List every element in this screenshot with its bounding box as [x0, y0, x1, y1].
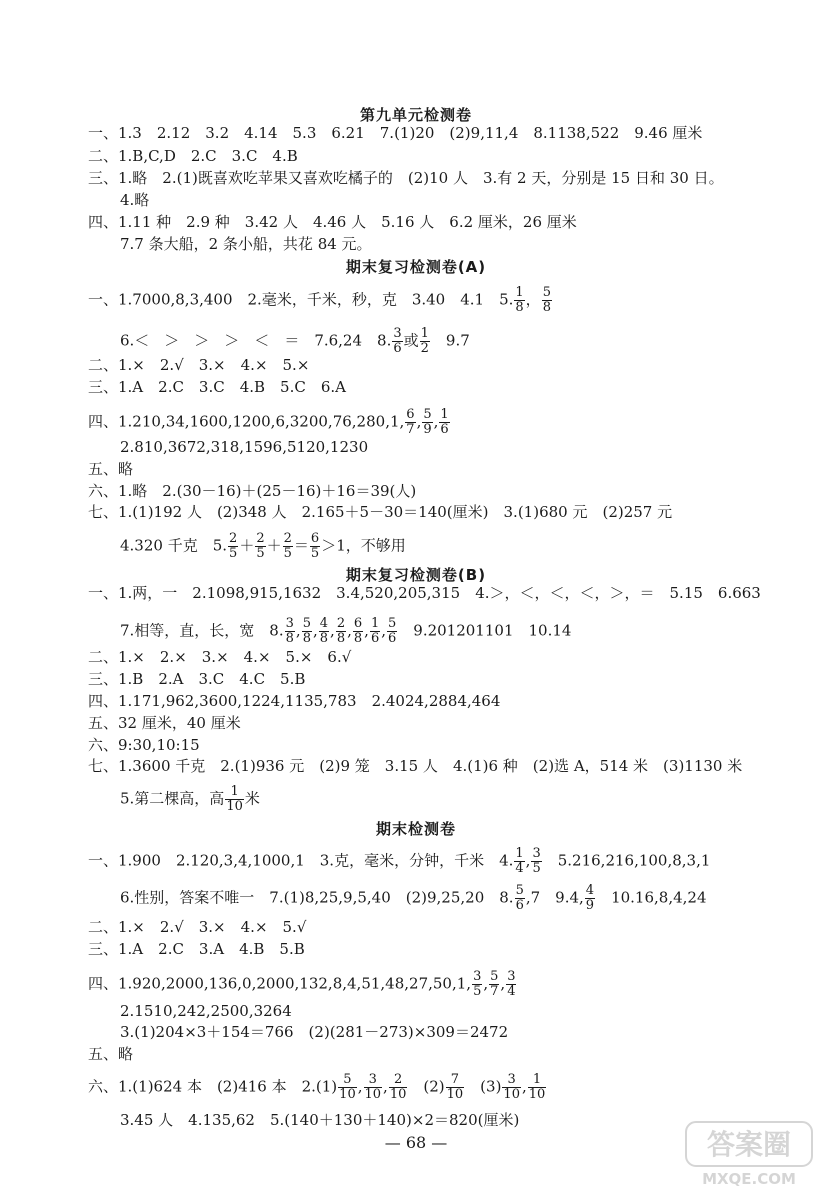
fraction: $\frac{1}{8}$: [515, 285, 524, 315]
fraction: $\frac{5}{6}$: [515, 883, 524, 913]
answer-line: 六、1.(1)624 本 (2)416 本 2.(1) $\frac{5}{10}$ , $\frac{3}{10}$ , $\frac{2}{10}$ (2) $\frac{7}{10}$ (3) $\frac{3}{10}$ , $\frac{1}{10}$: [88, 1072, 546, 1102]
answer-line: 一、1.7000,8,3,400 2.毫米，千米，秒，克 3.40 4.1 5. $\frac{1}{8}$ ， $\frac{5}{8}$: [88, 285, 551, 315]
answer-line: 2.1510,242,2500,3264: [120, 1002, 292, 1020]
answer-line: 4.320 千克 5. $\frac{2}{5}$ ＋ $\frac{2}{5}$ ＋ $\frac{2}{5}$ ＝ $\frac{6}{5}$ ＞1，不够用: [120, 531, 406, 561]
fraction: $\frac{1}{4}$: [515, 846, 524, 876]
fraction: $\frac{5}{8}$: [302, 616, 311, 646]
answer-line: 一、1.3 2.12 3.2 4.14 5.3 6.21 7.(1)20 (2)9,11,4 8.1138,522 9.46 厘米: [88, 124, 703, 142]
answer-line: 三、1.A 2.C 3.A 4.B 5.B: [88, 940, 305, 958]
answer-line: 五、略: [88, 1045, 134, 1063]
line-text: 四、1.920,2000,136,0,2000,132,8,4,51,48,27,50,1,: [88, 974, 472, 993]
fraction: $\frac{2}{5}$: [283, 531, 292, 561]
fraction: $\frac{2}{8}$: [336, 616, 346, 646]
answer-line: 3.(1)204×3＋154＝766 (2)(281－273)×309＝2472: [120, 1023, 509, 1041]
answer-line: 四、1.171,962,3600,1224,1135,783 2.4024,2884,464: [88, 692, 501, 710]
answer-line: 三、1.略 2.(1)既喜欢吃苹果又喜欢吃橘子的 (2)10 人 3.有 2 天，分别是 15 日和 30 日。: [88, 169, 724, 187]
answer-line: 六、1.略 2.(30－16)＋(25－16)＋16＝39(人): [88, 482, 417, 500]
fraction: $\frac{1}{6}$: [440, 407, 449, 437]
fraction: $\frac{3}{5}$: [473, 969, 482, 999]
answer-line: 四、1.210,34,1600,1200,6,3200,76,280,1, $\frac{6}{7}$ , $\frac{5}{9}$ , $\frac{1}{6}$: [88, 407, 449, 437]
fraction: $\frac{6}{5}$: [310, 531, 320, 561]
watermark-text: 答案圈: [706, 1128, 792, 1161]
page-number: — 68 —: [384, 1133, 448, 1152]
answer-line: 7.相等，直，长，宽 8. $\frac{3}{8}$ , $\frac{5}{8}$ , $\frac{4}{8}$ , $\frac{2}{8}$ , $\frac{6}{8}$ , $\frac{1}{6}$ , $\frac{5}{6}$ 9.201201101 10.14: [120, 616, 572, 646]
answer-line: 六、9:30,10:15: [88, 736, 200, 754]
fraction: $\frac{3}{6}$: [393, 326, 402, 356]
fraction: $\frac{3}{8}$: [285, 616, 294, 646]
line-text: 一、1.7000,8,3,400 2.毫米，千米，秒，克 3.40 4.1 5.: [88, 290, 514, 309]
section-title-review-b: 期末复习检测卷(B): [345, 566, 487, 584]
answer-line: 五、32 厘米，40 厘米: [88, 714, 241, 732]
fraction: $\frac{3}{5}$: [532, 846, 541, 876]
fraction: $\frac{4}{9}$: [585, 883, 595, 913]
answer-line: 5.第二棵高，高 $\frac{1}{10}$ 米: [120, 784, 260, 814]
answer-line: 二、1.B,C,D 2.C 3.C 4.B: [88, 147, 298, 165]
answer-line: 6.＜ ＞ ＞ ＞ ＜ ＝ 7.6,24 8. $\frac{3}{6}$ 或 $\frac{1}{2}$ 9.7: [120, 326, 470, 356]
fraction: $\frac{1}{10}$: [226, 784, 243, 814]
answer-line: 4.略: [120, 191, 150, 209]
fraction: $\frac{3}{10}$: [364, 1072, 382, 1102]
line-text: 6.＜ ＞ ＞ ＞ ＜ ＝ 7.6,24 8.: [120, 331, 392, 350]
answer-line: 四、1.920,2000,136,0,2000,132,8,4,51,48,27,50,1, $\frac{3}{5}$ , $\frac{5}{7}$ , $\frac{3}{4}$: [88, 969, 516, 999]
fraction: $\frac{5}{9}$: [423, 407, 432, 437]
line-text: 7.相等，直，长，宽 8.: [120, 621, 284, 640]
fraction: $\frac{7}{10}$: [446, 1072, 464, 1102]
answer-line: 五、略: [88, 460, 134, 478]
section-title-final: 期末检测卷: [375, 820, 456, 838]
fraction: $\frac{3}{4}$: [507, 969, 516, 999]
line-text: 4.320 千克 5.: [120, 536, 228, 555]
line-text: 四、1.210,34,1600,1200,6,3200,76,280,1,: [88, 412, 405, 431]
line-text: 六、1.(1)624 本 (2)416 本 2.(1): [88, 1077, 338, 1096]
fraction: $\frac{5}{6}$: [388, 616, 397, 646]
section-title-review-a: 期末复习检测卷(A): [345, 258, 487, 276]
fraction: $\frac{5}{7}$: [490, 969, 499, 999]
fraction: $\frac{2}{10}$: [389, 1072, 407, 1102]
answer-line: 6.性别，答案不唯一 7.(1)8,25,9,5,40 (2)9,25,20 8. $\frac{5}{6}$ ,7 9.4, $\frac{4}{9}$ 10.16,8,4,24: [120, 883, 707, 913]
answer-line: 二、1.× 2.√ 3.× 4.× 5.×: [88, 356, 310, 374]
fraction: $\frac{6}{7}$: [406, 407, 415, 437]
fraction: $\frac{6}{8}$: [353, 616, 363, 646]
answer-line: 二、1.× 2.× 3.× 4.× 5.× 6.√: [88, 648, 352, 666]
answer-line: 一、1.900 2.120,3,4,1000,1 3.克，毫米，分钟，千米 4. $\frac{1}{4}$ , $\frac{3}{5}$ 5.216,216,100,8,3,1: [88, 846, 711, 876]
fraction: $\frac{1}{10}$: [528, 1072, 546, 1102]
watermark-url: MXQE.COM: [702, 1170, 796, 1188]
answer-line: 二、1.× 2.√ 3.× 4.× 5.√: [88, 918, 307, 936]
line-text: 5.第二棵高，高: [120, 789, 225, 808]
answer-line: 四、1.11 种 2.9 种 3.42 人 4.46 人 5.16 人 6.2 厘米，26 厘米: [88, 213, 577, 231]
fraction: $\frac{1}{2}$: [420, 326, 429, 356]
line-text: 一、1.900 2.120,3,4,1000,1 3.克，毫米，分钟，千米 4.: [88, 851, 514, 870]
fraction: $\frac{3}{10}$: [503, 1072, 520, 1102]
answer-line: 7.7 条大船，2 条小船，共花 84 元。: [120, 235, 372, 253]
fraction: $\frac{1}{6}$: [370, 616, 380, 646]
watermark-logo: [684, 1120, 814, 1190]
fraction: $\frac{4}{8}$: [319, 616, 329, 646]
answer-line: 三、1.A 2.C 3.C 4.B 5.C 6.A: [88, 378, 346, 396]
answer-line: 一、1.两，一 2.1098,915,1632 3.4,520,205,315 4.＞，＜，＜，＜，＞，＝ 5.15 6.663: [88, 584, 761, 602]
answer-line: 3.45 人 4.135,62 5.(140＋130＋140)×2＝820(厘米): [120, 1111, 520, 1129]
answer-line: 三、1.B 2.A 3.C 4.C 5.B: [88, 670, 306, 688]
fraction: $\frac{5}{10}$: [339, 1072, 356, 1102]
line-text: 6.性别，答案不唯一 7.(1)8,25,9,5,40 (2)9,25,20 8.: [120, 888, 514, 907]
answer-line: 2.810,3672,318,1596,5120,1230: [120, 438, 369, 456]
fraction: $\frac{2}{5}$: [256, 531, 265, 561]
fraction: $\frac{5}{8}$: [542, 285, 551, 315]
answer-line: 七、1.3600 千克 2.(1)936 元 (2)9 笼 3.15 人 4.(1)6 种 (2)选 A，514 米 (3)1130 米: [88, 757, 743, 775]
fraction: $\frac{2}{5}$: [229, 531, 238, 561]
answer-line: 七、1.(1)192 人 (2)348 人 2.165＋5－30＝140(厘米) 3.(1)680 元 (2)257 元: [88, 503, 673, 521]
section-title-unit9: 第九单元检测卷: [359, 106, 472, 124]
